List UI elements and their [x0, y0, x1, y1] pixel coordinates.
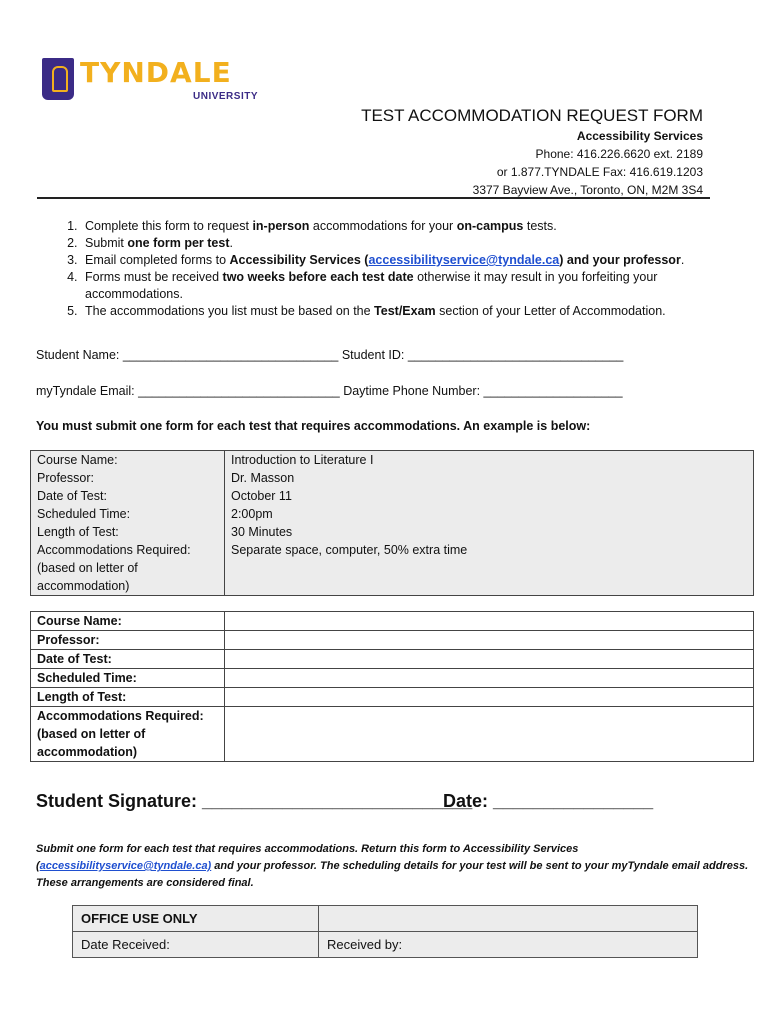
accommodations-label: Accommodations Required: (based on letter of accommodation): [31, 707, 225, 762]
accommodations-field[interactable]: [225, 707, 754, 762]
course-name-field[interactable]: [225, 612, 754, 631]
professor-field[interactable]: [225, 631, 754, 650]
instruction-item: 1. Complete this form to request in-person accommodations for your on-campus tests.: [81, 218, 751, 235]
accessibility-email-link[interactable]: accessibilityservice@tyndale.ca: [368, 253, 560, 267]
instructions-list: [36, 218, 751, 320]
logo-wordmark: TYNDALE: [80, 56, 232, 89]
received-by-field[interactable]: Received by:: [319, 932, 698, 958]
submit-instruction: You must submit one form for each test that requires accommodations. An example is below:: [36, 419, 591, 433]
submission-note: Submit one form for each test that requires accommodations. Return this form to Accessibility Services (accessibilityservice@tyndale.ca) and your professor. The scheduling details for your test will be sent to your myTyndale email address. These arrangements are considered final.: [36, 843, 749, 889]
length-of-test-label: Length of Test:: [37, 690, 127, 704]
tollfree-fax-line: or 1.877.TYNDALE Fax: 416.619.1203: [496, 165, 703, 179]
address-line: 3377 Bayview Ave., Toronto, ON, M2M 3S4: [472, 183, 703, 197]
date-of-test-label: Date of Test:: [37, 652, 112, 666]
tyndale-crest-icon: [42, 58, 74, 100]
email-phone-fields[interactable]: myTyndale Email: _____________________________ Daytime Phone Number: ____________________: [36, 384, 623, 398]
course-name-label: Course Name:: [37, 614, 122, 628]
date-received-field[interactable]: Date Received:: [73, 932, 319, 958]
office-use-heading: OFFICE USE ONLY: [73, 906, 319, 932]
scheduled-time-field[interactable]: [225, 669, 754, 688]
example-table: [30, 450, 754, 596]
student-signature-field[interactable]: Student Signature: ___________________________: [36, 791, 473, 811]
department-name: Accessibility Services: [576, 129, 703, 143]
length-of-test-field[interactable]: [225, 688, 754, 707]
example-labels: Course Name: Professor: Date of Test: Scheduled Time: Length of Test: Accommodations Required: (based on letter of accommodation): [31, 451, 225, 596]
form-title: TEST ACCOMMODATION REQUEST FORM: [361, 106, 703, 125]
professor-label: Professor:: [37, 633, 100, 647]
entry-table: [30, 611, 754, 762]
scheduled-time-label: Scheduled Time:: [37, 671, 137, 685]
instruction-item: 3. Email completed forms to Accessibility Services (accessibilityservice@tyndale.ca) and your professor.: [81, 252, 751, 269]
instruction-item: 5. The accommodations you list must be based on the Test/Exam section of your Letter of Accommodation.: [81, 303, 751, 320]
instruction-item: 2. Submit one form per test.: [81, 235, 751, 252]
example-values: Introduction to Literature I Dr. Masson October 11 2:00pm 30 Minutes Separate space, computer, 50% extra time: [225, 451, 754, 596]
instruction-item: 4. Forms must be received two weeks before each test date otherwise it may result in you forfeiting your accommodations.: [81, 269, 751, 303]
phone-line: Phone: 416.226.6620 ext. 2189: [535, 147, 703, 161]
office-use-table: [72, 905, 698, 958]
logo-subtitle: UNIVERSITY: [193, 91, 259, 102]
tyndale-logo: [42, 56, 259, 104]
student-name-id-fields[interactable]: Student Name: _______________________________ Student ID: _______________________________: [36, 348, 624, 362]
header-divider: [37, 197, 710, 199]
office-use-blank: [319, 906, 698, 932]
note-email-link[interactable]: accessibilityservice@tyndale.ca): [39, 860, 212, 872]
signature-date-field[interactable]: Date: ________________: [443, 791, 654, 811]
date-of-test-field[interactable]: [225, 650, 754, 669]
